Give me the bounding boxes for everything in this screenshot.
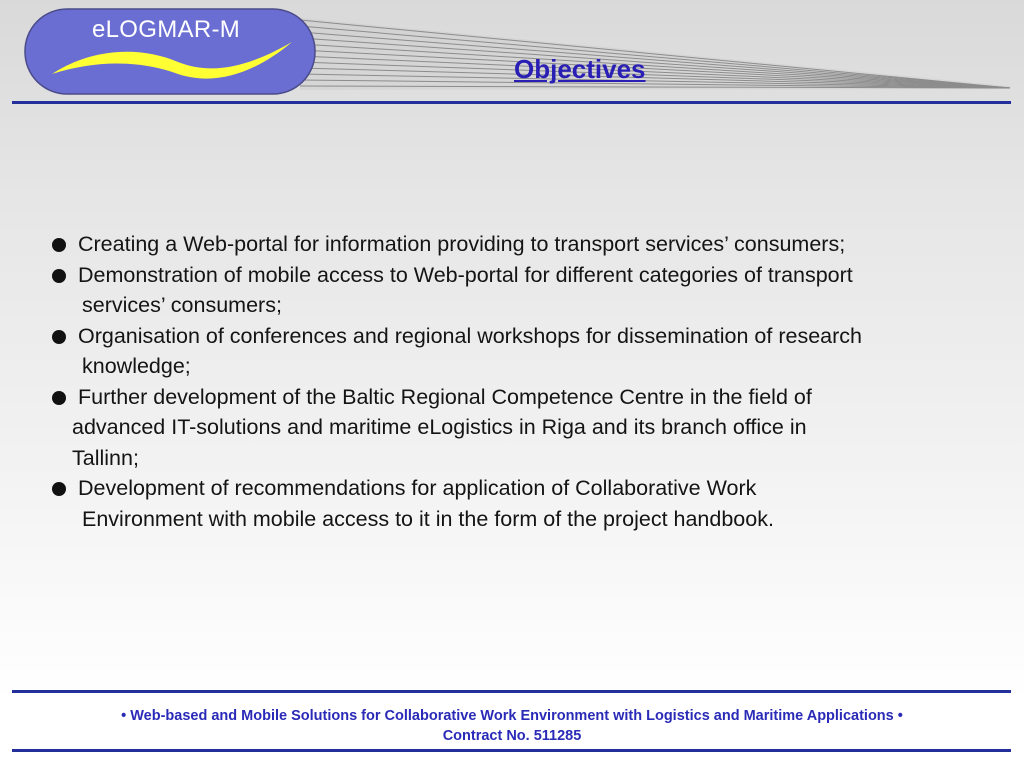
objective-text: Organisation of conferences and regional workshops for dissemination of research bbox=[78, 323, 862, 348]
objective-item bbox=[52, 382, 1018, 474]
objective-text: Demonstration of mobile access to Web-portal for different categories of transport bbox=[78, 262, 853, 287]
objective-item bbox=[52, 229, 1018, 260]
objective-text-continued: advanced IT-solutions and maritime eLogistics in Riga and its branch office in bbox=[72, 415, 807, 439]
objective-item bbox=[52, 260, 1018, 321]
footer bbox=[0, 706, 1024, 746]
slide-title: Objectives bbox=[514, 54, 646, 84]
objective-text-continued: Environment with mobile access to it in the form of the project handbook. bbox=[82, 506, 774, 531]
objective-item bbox=[52, 473, 1018, 534]
objective-text-continued: services’ consumers; bbox=[82, 293, 282, 317]
bullet-icon bbox=[52, 330, 66, 344]
bullet-icon bbox=[52, 391, 66, 405]
bullet-icon bbox=[52, 269, 66, 283]
objective-item bbox=[52, 321, 1018, 382]
objective-text: Development of recommendations for application of Collaborative Work bbox=[78, 476, 757, 500]
objective-text-continued: knowledge; bbox=[82, 354, 191, 378]
footer-contract-number: Contract No. 511285 bbox=[442, 728, 582, 744]
logo-text: eLOGMAR-M bbox=[92, 16, 241, 43]
bullet-icon bbox=[52, 482, 66, 496]
header-divider bbox=[12, 101, 1011, 104]
objective-text: Further development of the Baltic Regional Competence Centre in the field of bbox=[78, 384, 812, 409]
footer-divider-bottom bbox=[12, 749, 1011, 752]
footer-project-title: • Web-based and Mobile Solutions for Collaborative Work Environment with Logistics and Maritime Applications • bbox=[121, 708, 903, 724]
objective-text-continued: Tallinn; bbox=[72, 445, 139, 470]
objectives-list bbox=[52, 229, 1018, 534]
bullet-icon bbox=[52, 238, 66, 252]
footer-divider-top bbox=[12, 690, 1011, 693]
objective-text: Creating a Web-portal for information providing to transport services’ consumers; bbox=[78, 232, 846, 256]
slide-header bbox=[0, 0, 1024, 104]
